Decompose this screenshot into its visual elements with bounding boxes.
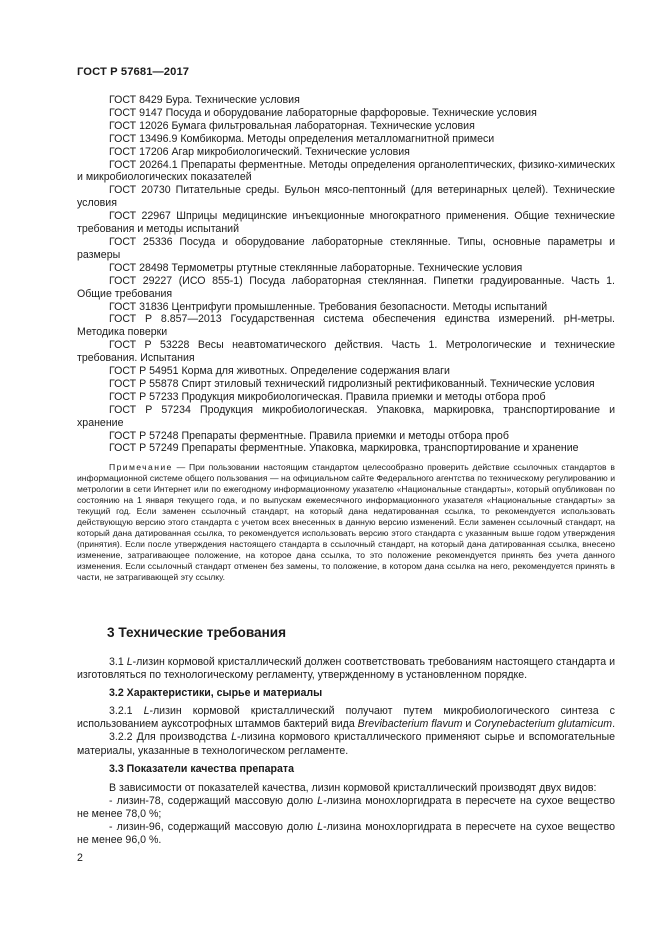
clause-3-2-1 <box>77 705 615 731</box>
reference-item: ГОСТ Р 54951 Корма для животных. Определение содержания влаги <box>109 365 450 378</box>
clause-3-3-intro: В зависимости от показателей качества, лизин кормовой кристаллический производят двух видов: <box>109 781 597 794</box>
clause-text: и <box>462 718 475 731</box>
clause-number: 3.1 <box>109 656 127 668</box>
clause-number: 3.2.2 Для производства <box>109 731 232 744</box>
normative-references-list <box>77 94 615 455</box>
reference-item: ГОСТ Р 57234 Продукция микробиологическая. Упаковка, маркировка, транспортирование и хранение <box>77 403 615 429</box>
lysine-96-item <box>77 821 615 847</box>
italic-letter: L <box>317 821 324 834</box>
clause-text: -лизин кормовой кристаллический получают путем микробиологического синтеза с использованием ауксотрофных штаммов бактерий вида <box>77 705 615 731</box>
italic-letter: L <box>143 705 150 718</box>
note-text: — При пользовании настоящим стандартом целесообразно проверить действие ссылочных стандартов в информационной системе общего пользования — на официальном сайте Федерального агентства по техническому регулированию и метрологии в сети Интернет или по ежегодному информационному указателю «Национальные стандарты», который опубликован по состоянию на 1 января текущего года, и по выпускам ежемесячного информационного указателя «Национальные стандарты» за текущий год. Если заменен ссылочный стандарт, на который дана недатированная ссылка, то рекомендуется использовать действующую версию этого стандарта с учетом всех внесенных в данную версию изменений. Если заменен ссылочный стандарт, на который дана датированная ссылка, то рекомендуется использовать версию этого стандарта с указанным выше годом утверждения (принятия). Если после утверждения настоящего стандарта в ссылочный стандарт, на который дана датированная ссылка, внесено изменение, затрагивающее положение, на которое дана ссылка, то это положение рекомендуется принять без учета данного изменения. Если ссылочный стандарт отменен без замены, то положение, в котором дана ссылка на него, рекомендуется принять в части, не затрагивающей эту ссылку. <box>77 462 615 583</box>
item-text: -лизина монохлоргидрата в пересчете на сухое вещество не менее 96,0 %. <box>77 821 615 847</box>
section-3-body <box>77 656 615 847</box>
clause-3-1 <box>77 656 615 682</box>
subsection-3-3-title: 3.3 Показатели качества препарата <box>109 762 294 775</box>
reference-item: ГОСТ 17206 Агар микробиологический. Технические условия <box>109 145 410 158</box>
reference-item: ГОСТ 12026 Бумага фильтровальная лабораторная. Технические условия <box>109 119 475 132</box>
reference-item: ГОСТ 8429 Бура. Технические условия <box>109 94 300 106</box>
reference-item: ГОСТ 9147 Посуда и оборудование лабораторные фарфоровые. Технические условия <box>109 106 537 119</box>
reference-item: ГОСТ Р 57249 Препараты ферментные. Упаковка, маркировка, транспортирование и хранение <box>109 442 579 455</box>
reference-item: ГОСТ 22967 Шприцы медицинские инъекционные многократного применения. Общие технические требования и методы испытаний <box>77 210 615 236</box>
references-note <box>77 462 615 584</box>
reference-item: ГОСТ 29227 (ИСО 855-1) Посуда лабораторная стеклянная. Пипетки градуированные. Часть 1. Общие требования <box>77 274 615 300</box>
reference-item: ГОСТ Р 53228 Весы неавтоматического действия. Часть 1. Метрологические и технические требования. Испытания <box>77 339 615 365</box>
section-3-title: 3 Технические требования <box>107 625 287 640</box>
reference-item: ГОСТ 20730 Питательные среды. Бульон мясо-пептонный (для ветеринарных целей). Технические условия <box>77 184 615 210</box>
reference-item: ГОСТ 13496.9 Комбикорма. Методы определения металломагнитной примеси <box>109 132 495 145</box>
reference-item: ГОСТ 20264.1 Препараты ферментные. Методы определения органолептических, физико-химических и микробиологических показателей <box>77 158 615 184</box>
reference-item: ГОСТ 25336 Посуда и оборудование лабораторные стеклянные. Типы, основные параметры и размеры <box>77 235 615 261</box>
document-header: ГОСТ Р 57681—2017 <box>77 66 190 78</box>
note-label: Примечание <box>109 462 173 472</box>
clause-text: . <box>612 718 616 731</box>
reference-item: ГОСТ Р 57233 Продукция микробиологическая. Правила приемки и методы отбора проб <box>109 390 546 403</box>
italic-letter: L <box>317 794 324 807</box>
item-text: - лизин-96, содержащий массовую долю <box>109 821 318 834</box>
item-text: - лизин-78, содержащий массовую долю <box>109 794 318 807</box>
reference-item: ГОСТ Р 57248 Препараты ферментные. Правила приемки и методы отбора проб <box>109 429 509 442</box>
reference-item: ГОСТ Р 55878 Спирт этиловый технический гидролизный ректификованный. Технические условия <box>109 377 595 390</box>
clause-number: 3.2.1 <box>109 705 144 718</box>
reference-item: ГОСТ 31836 Центрифуги промышленные. Требования безопасности. Методы испытаний <box>109 300 548 313</box>
reference-item: ГОСТ 28498 Термометры ртутные стеклянные лабораторные. Технические условия <box>109 261 523 274</box>
species-name: Corynebacterium glutamicum <box>474 718 613 731</box>
clause-text: -лизина кормового кристаллического применяют сырье и вспомогательные материалы, указанные в технологическом регламенте. <box>77 731 615 757</box>
item-text: -лизина монохлоргидрата в пересчете на сухое вещество не менее 78,0 %; <box>77 794 615 820</box>
lysine-78-item <box>77 795 615 821</box>
page-number: 2 <box>77 852 83 864</box>
subsection-3-2-title: 3.2 Характеристики, сырье и материалы <box>109 687 323 700</box>
reference-item: ГОСТ Р 8.857—2013 Государственная система обеспечения единства измерений. pH-метры. Методика поверки <box>77 313 615 339</box>
clause-text: -лизин кормовой кристаллический должен соответствовать требованиям настоящего стандарта и изготовляться по технологическому регламенту, утвержденному в установленном порядке. <box>77 656 615 682</box>
italic-letter: L <box>126 656 133 668</box>
species-name: Brevibacterium flavum <box>357 718 463 731</box>
italic-letter: L <box>231 731 237 744</box>
clause-3-2-2 <box>77 731 615 757</box>
